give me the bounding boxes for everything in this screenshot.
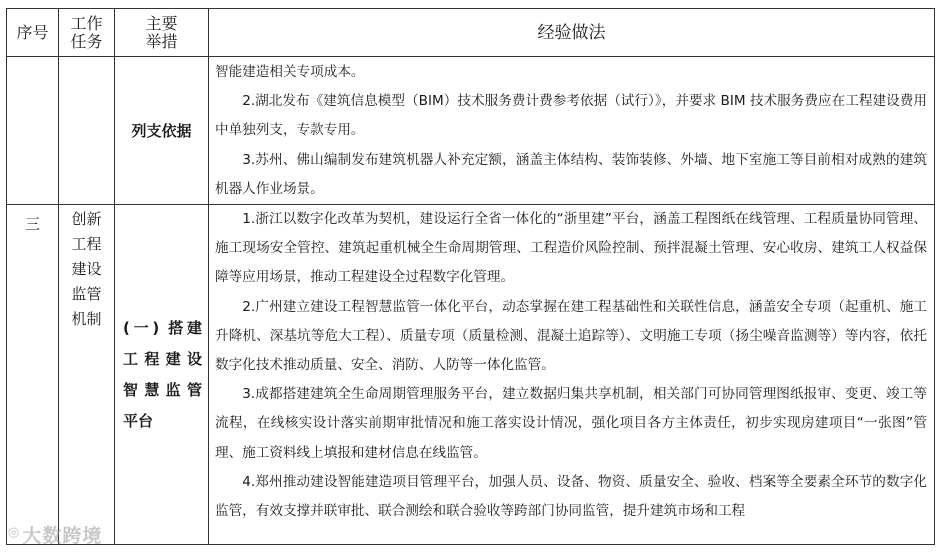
watermark-text: 大数跨境 — [22, 525, 103, 547]
practice-paragraph: 4.郑州推动建设智能建造项目管理平台，加强人员、设备、物资、质量安全、验收、档案等全要素全环节的数字化监管，有效支撑并联审批、联合测绘和联合验收等跨部门协同监管，提升建筑市场和工程 — [215, 473, 927, 520]
task-line: 创新 — [71, 210, 102, 229]
practice-paragraph: 智能建造相关专项成本。 — [215, 64, 365, 80]
task-line: 建设 — [71, 260, 102, 279]
practice-paragraph: 3.苏州、佛山编制发布建筑机器人补充定额，涵盖主体结构、装饰装修、外墙、地下室施工等目前相对成熟的建筑机器人作业场景。 — [215, 151, 927, 197]
practice-paragraph: 2.广州建立建设工程智慧监管一体化平台，动态掌握在建工程基础性和关联性信息，涵盖安全专项（起重机、施工升降机、深基坑等危大工程）、质量专项（质量检测、混凝土追踪等）、文明施工专项（扬尘噪音监测等）等内容，依托数字化技术推动质量、安全、消防、人防等一体化监管。 — [215, 298, 927, 374]
header-num: 序号 — [7, 9, 59, 57]
task-line: 机制 — [71, 310, 102, 329]
row-practice — [209, 205, 935, 545]
header-measure-line: 主要 — [145, 13, 178, 33]
row-task — [59, 57, 115, 205]
measure-line: (一) 搭建 — [123, 318, 202, 337]
row-measure — [115, 205, 209, 545]
watermark-logo-icon: ◎ — [8, 525, 21, 540]
header-measure — [115, 9, 209, 57]
header-task-line: 工作 — [70, 13, 103, 33]
row-task — [59, 205, 115, 545]
practice-paragraph: 1.浙江以数字化改革为契机，建设运行全省一体化的“浙里建”平台，涵盖工程图纸在线管理、工程质量协同管理、施工现场安全管控、建筑起重机械全生命周期管理、工程造价风险控制、预拌混凝土管理、安心收房、建筑工人权益保障等应用场景，推动工程建设全过程数字化管理。 — [215, 211, 927, 286]
practice-table — [6, 8, 935, 545]
measure-line: 平台 — [123, 411, 154, 430]
row-num: 三 — [7, 205, 59, 545]
measure-line: 工程建设 — [123, 349, 202, 368]
table-row — [7, 205, 935, 545]
measure-line: 智慧监管 — [123, 380, 202, 399]
row-practice — [209, 57, 935, 205]
watermark — [8, 521, 102, 548]
header-row — [7, 9, 935, 57]
task-line: 监管 — [71, 285, 102, 304]
practice-paragraph: 3.成都搭建建筑全生命周期管理服务平台，建立数据归集共享机制，相关部门可协同管理图纸报审、变更、竣工等流程，在线核实设计落实前期审批情况和施工落实设计情况，强化项目各方主体责任，初步实现房建项目“一张图”管理、施工资料线上填报和建材信息在线监管。 — [215, 386, 927, 461]
header-measure-line: 举措 — [145, 31, 178, 51]
row-num — [7, 57, 59, 205]
row-measure: 列支依据 — [115, 57, 209, 205]
header-practice: 经验做法 — [209, 9, 935, 57]
header-task-line: 任务 — [70, 31, 103, 51]
task-line: 工程 — [71, 235, 102, 254]
header-task — [59, 9, 115, 57]
practice-paragraph: 2.湖北发布《建筑信息模型（BIM）技术服务费计费参考依据（试行）》，并要求 BIM 技术服务费应在工程建设费用中单独列支，专款专用。 — [215, 93, 927, 139]
table-row — [7, 57, 935, 205]
